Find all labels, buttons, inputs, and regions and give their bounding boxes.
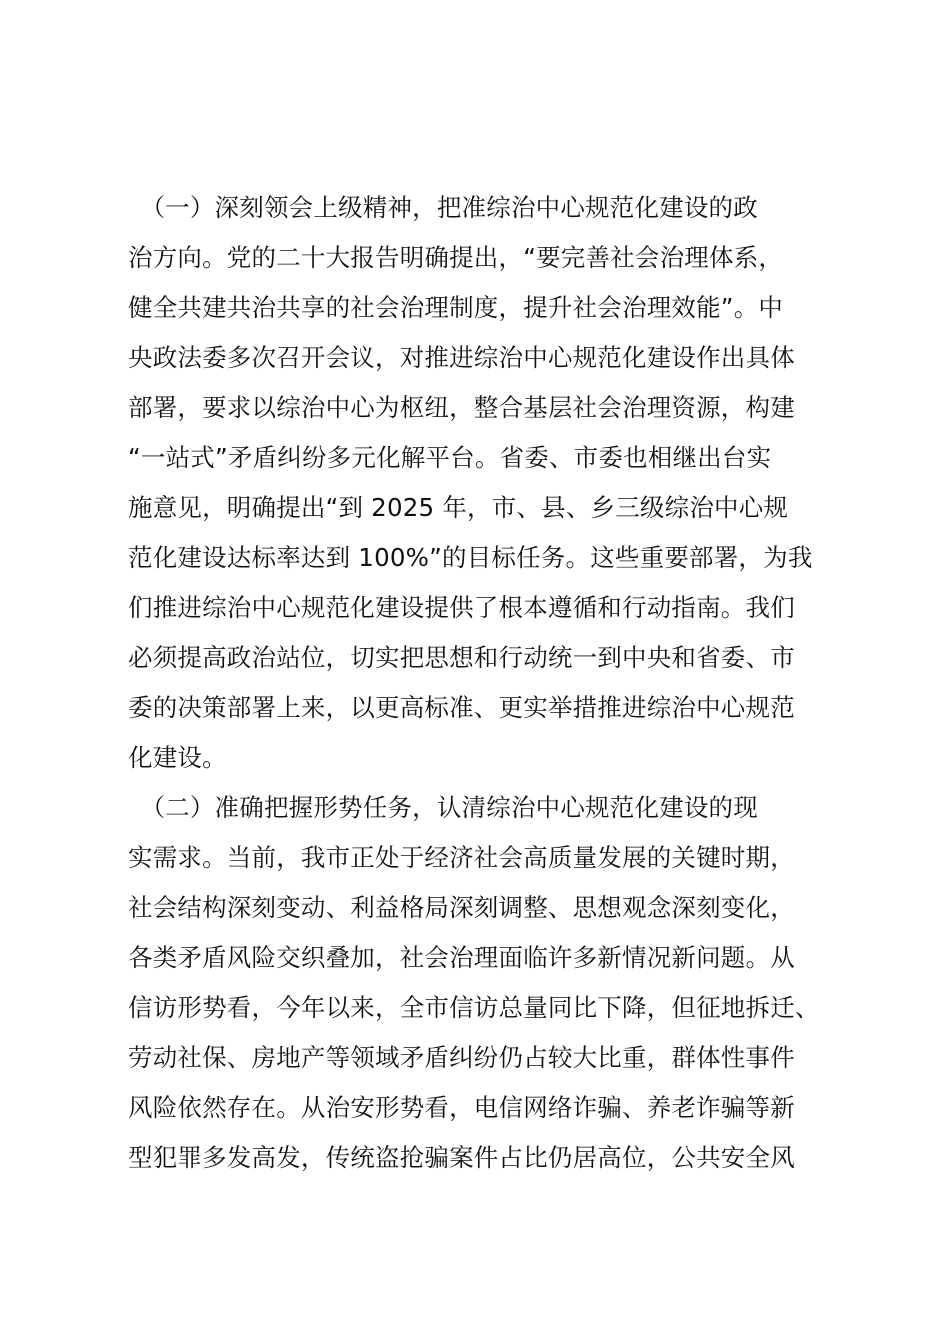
paragraph-1-line-4: 央政法委多次召开会议，对推进综治中心规范化建设作出具体 bbox=[128, 343, 795, 372]
paragraph-1-line-11: 委的决策部署上来，以更高标准、更实举措推进综治中心规范 bbox=[128, 693, 795, 722]
paragraph-1-line-7: 施意见，明确提出“到 2025 年，市、县、乡三级综治中心规 bbox=[128, 493, 789, 522]
paragraph-1-line-2: 治方向。党的二十大报告明确提出，“要完善社会治理体系， bbox=[128, 243, 784, 272]
body-text bbox=[128, 183, 848, 1183]
paragraph-2-line-7: 风险依然存在。从治安形势看，电信网络诈骗、养老诈骗等新 bbox=[128, 1093, 795, 1122]
paragraph-1-line-12: 化建设。 bbox=[128, 743, 227, 772]
paragraph-2-line-2: 实需求。当前，我市正处于经济社会高质量发展的关键时期， bbox=[128, 843, 795, 872]
paragraph-1-line-5: 部署，要求以综治中心为枢纽，整合基层社会治理资源，构建 bbox=[128, 393, 795, 422]
paragraph-2-line-4: 各类矛盾风险交织叠加，社会治理面临许多新情况新问题。从 bbox=[128, 943, 795, 972]
paragraph-2-line-6: 劳动社保、房地产等领域矛盾纠纷仍占较大比重，群体性事件 bbox=[128, 1043, 795, 1072]
paragraph-2-line-8: 型犯罪多发高发，传统盗抢骗案件占比仍居高位，公共安全风 bbox=[128, 1143, 795, 1172]
paragraph-1-line-6: “一站式”矛盾纠纷多元化解平台。省委、市委也相继出台实 bbox=[128, 443, 772, 472]
paragraph-1-line-10: 必须提高政治站位，切实把思想和行动统一到中央和省委、市 bbox=[128, 643, 795, 672]
paragraph-2-line-3: 社会结构深刻变动、利益格局深刻调整、思想观念深刻变化， bbox=[128, 893, 795, 922]
paragraph-1-line-1: （一）深刻领会上级精神，把准综治中心规范化建设的政 bbox=[128, 193, 758, 222]
paragraph-2-line-1: （二）准确把握形势任务，认清综治中心规范化建设的现 bbox=[128, 793, 758, 822]
paragraph-1-line-8: 范化建设达标率达到 100%”的目标任务。这些重要部署，为我 bbox=[128, 543, 813, 572]
paragraph-1-line-3: 健全共建共治共享的社会治理制度，提升社会治理效能”。中 bbox=[128, 293, 784, 322]
paragraph-1-line-9: 们推进综治中心规范化建设提供了根本遵循和行动指南。我们 bbox=[128, 593, 795, 622]
paragraph-2-line-5: 信访形势看，今年以来，全市信访总量同比下降，但征地拆迁、 bbox=[128, 993, 820, 1022]
